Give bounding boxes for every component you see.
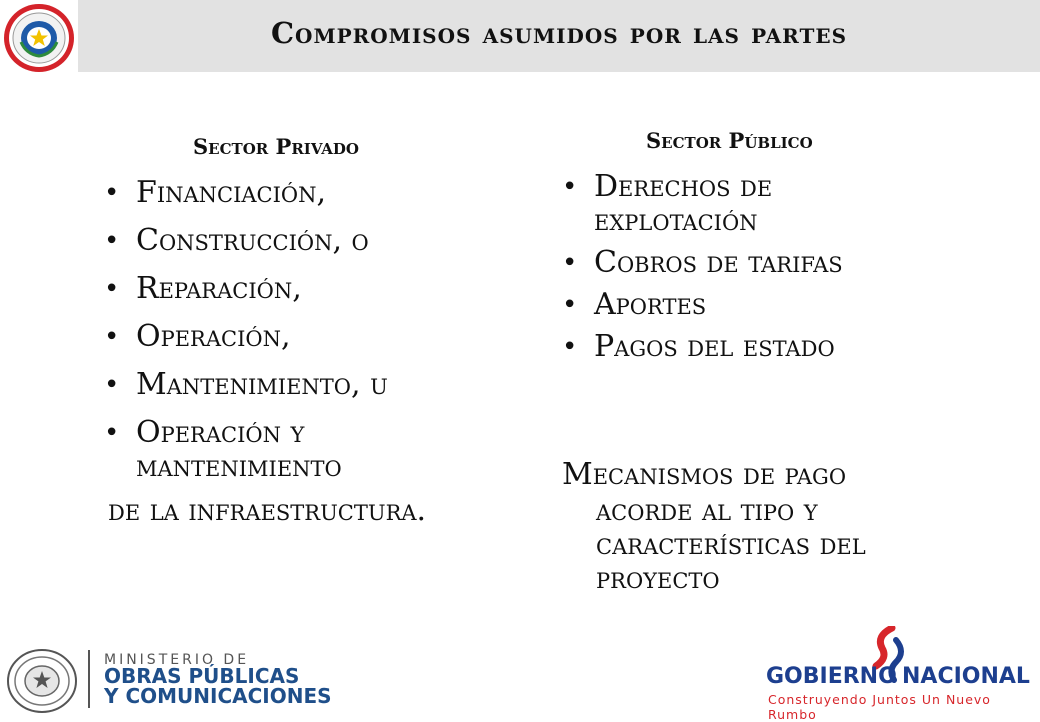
ministry-seal-icon <box>6 648 78 714</box>
ministry-line2: OBRAS PÚBLICAS <box>104 664 300 688</box>
nacional-word: NACIONAL <box>902 664 1030 689</box>
sector-publico-heading: Sector Público <box>646 128 813 153</box>
sector-privado-list <box>104 176 524 498</box>
sector-publico-list <box>562 170 982 372</box>
list-item: • Aportes <box>562 288 982 322</box>
mecanismos-text: acorde al tipo y características del proyecto <box>596 493 866 596</box>
ministry-line1: MINISTERIO DE <box>104 652 250 668</box>
footer-divider <box>88 650 90 708</box>
sector-privado-heading: Sector Privado <box>193 134 360 159</box>
ministry-line3: Y COMUNICACIONES <box>104 684 332 708</box>
gobierno-word: GOBIERNO <box>766 664 897 689</box>
list-item: • Reparación, <box>104 272 524 306</box>
list-item: • Pagos del estado <box>562 330 982 364</box>
list-item: • Mantenimiento, u <box>104 368 524 402</box>
list-item: • Financiación, <box>104 176 524 210</box>
mecanismos-heading: Mecanismos de pago <box>562 457 847 492</box>
list-item: • Construcción, o <box>104 224 524 258</box>
list-item: • Derechos de explotación <box>562 170 854 238</box>
gobierno-tagline: Construyendo Juntos Un Nuevo Rumbo <box>768 692 991 722</box>
list-item: • Operación, <box>104 320 524 354</box>
infraestructura-text: de la infraestructura. <box>108 493 427 528</box>
list-item: • Operación y mantenimiento <box>104 416 456 484</box>
paraguay-seal-icon <box>2 2 76 74</box>
list-item: • Cobros de tarifas <box>562 246 982 280</box>
page-title: Compromisos asumidos por las partes <box>270 16 848 50</box>
